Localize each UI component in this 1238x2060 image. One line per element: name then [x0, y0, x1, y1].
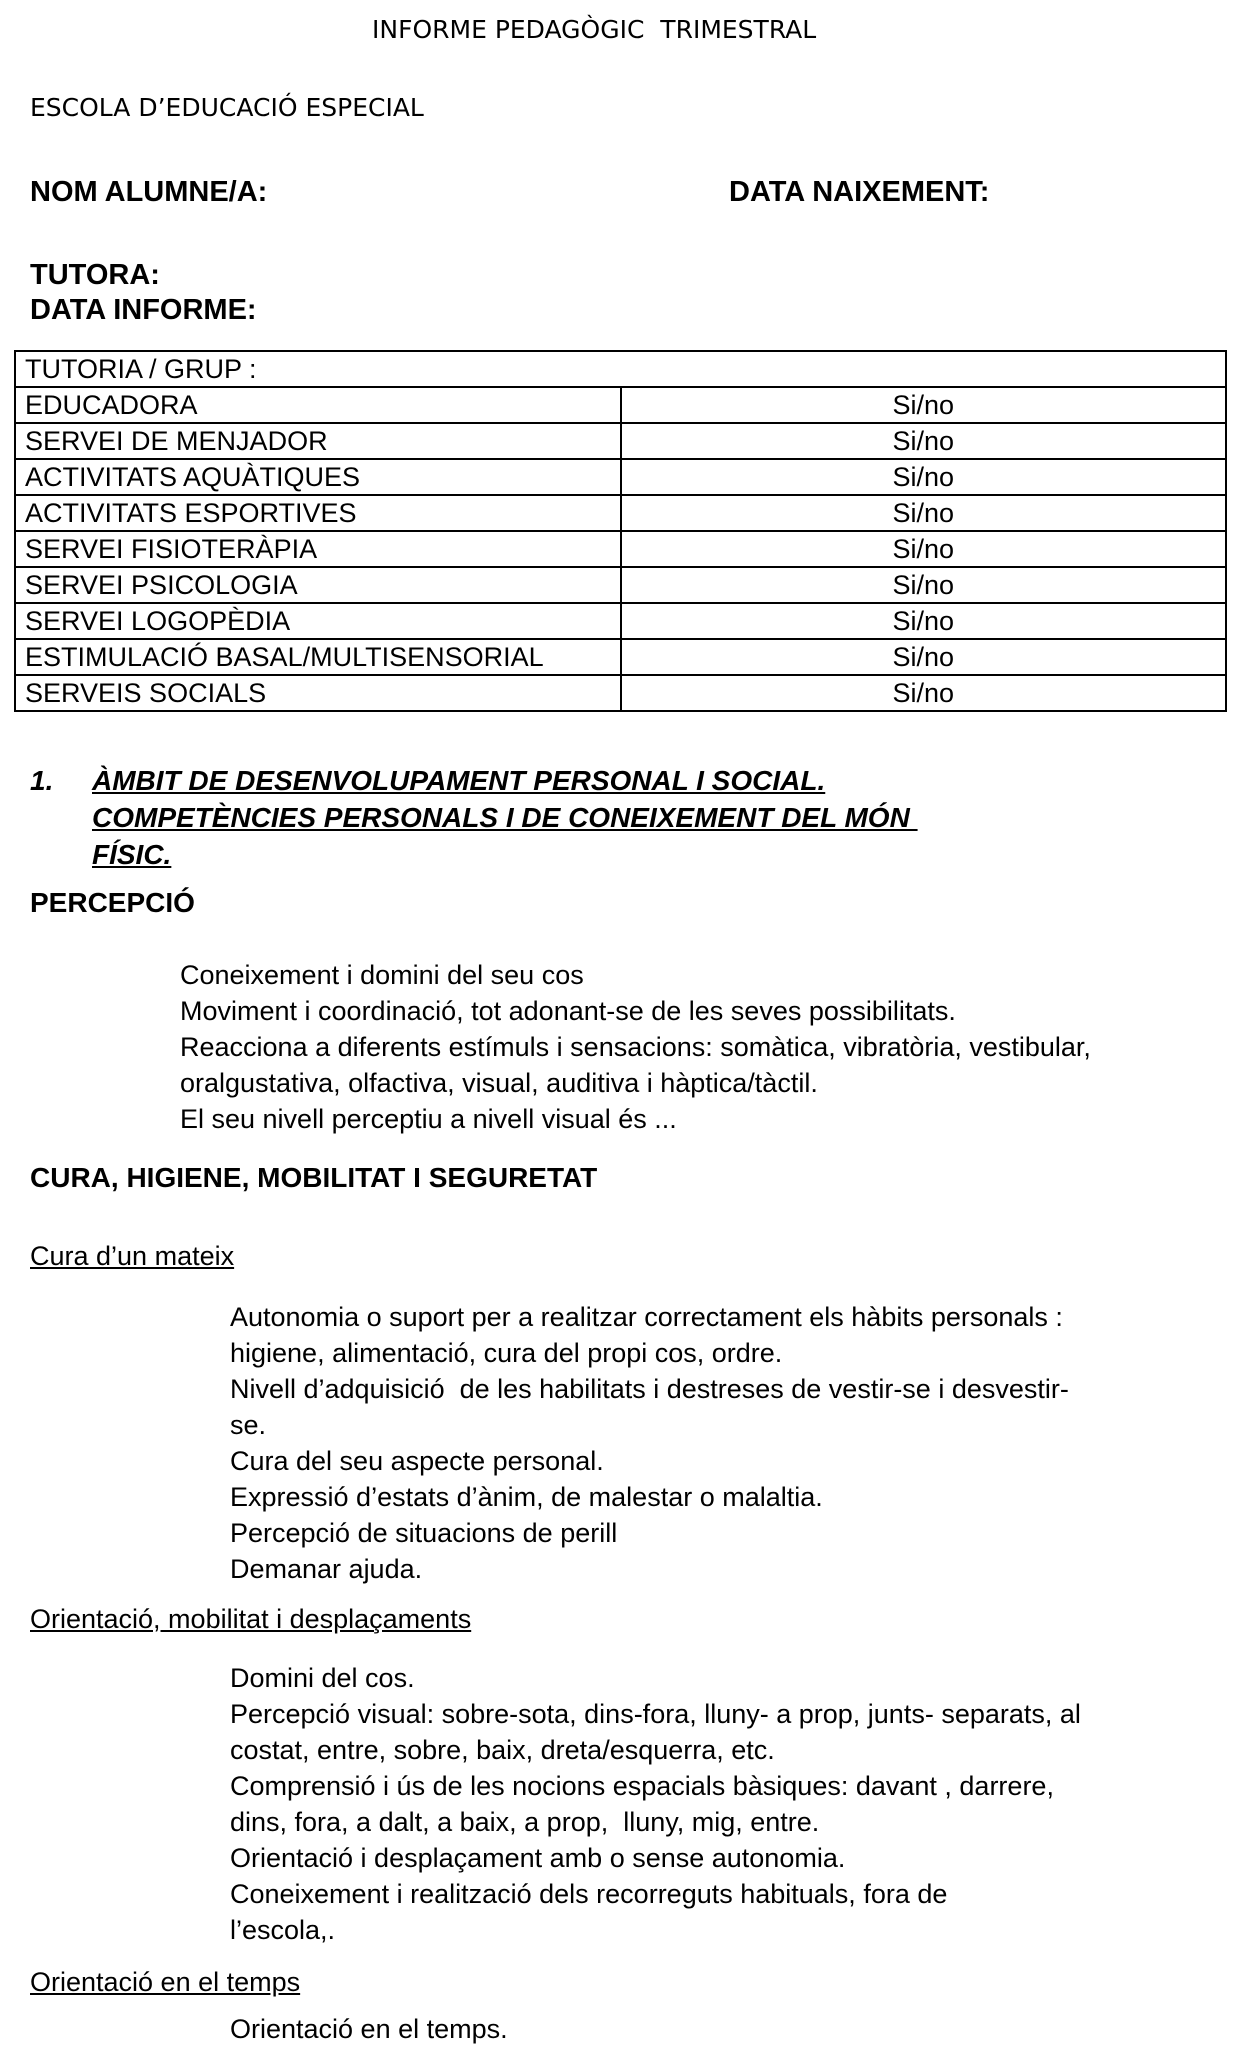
- table-row-group: [15, 351, 1226, 387]
- service-row: [15, 603, 1226, 639]
- school-name: ESCOLA D’EDUCACIÓ ESPECIAL: [30, 93, 424, 122]
- paragraph-line: higiene, alimentació, cura del propi cos, ordre.: [230, 1338, 783, 1368]
- service-row: [15, 675, 1226, 711]
- paragraph-line: se.: [230, 1410, 267, 1440]
- paragraph-line: Percepció de situacions de perill: [230, 1518, 618, 1548]
- service-row: [15, 639, 1226, 675]
- services-table: [14, 350, 1227, 712]
- service-label: ACTIVITATS ESPORTIVES: [15, 495, 621, 531]
- paragraph-line: oralgustativa, olfactiva, visual, auditiva i hàptica/tàctil.: [180, 1068, 818, 1098]
- section-title-line: COMPETÈNCIES PERSONALS I DE CONEIXEMENT DEL MÓN: [92, 802, 918, 833]
- section-number: 1.: [30, 765, 54, 796]
- service-label: SERVEI PSICOLOGIA: [15, 567, 621, 603]
- paragraph-line: dins, fora, a dalt, a baix, a prop, lluny, mig, entre.: [230, 1807, 820, 1837]
- paragraph-line: Moviment i coordinació, tot adonant-se de les seves possibilitats.: [180, 996, 956, 1026]
- section-title: [92, 762, 918, 873]
- report-date-label: DATA INFORME:: [30, 294, 257, 326]
- orientacio-mobilitat-paragraph: [230, 1660, 1238, 1948]
- document-title: INFORME PEDAGÒGIC TRIMESTRAL: [372, 15, 817, 44]
- service-value: Si/no: [621, 423, 1227, 459]
- service-row: [15, 387, 1226, 423]
- service-row: [15, 531, 1226, 567]
- document-page: [0, 14, 1238, 2060]
- service-label: ESTIMULACIÓ BASAL/MULTISENSORIAL: [15, 639, 621, 675]
- paragraph-line: Comprensió i ús de les nocions espacials bàsiques: davant , darrere,: [230, 1771, 1054, 1801]
- service-label: SERVEI DE MENJADOR: [15, 423, 621, 459]
- service-label: SERVEI LOGOPÈDIA: [15, 603, 621, 639]
- paragraph-line: Orientació i desplaçament amb o sense autonomia.: [230, 1843, 846, 1873]
- paragraph-line: Coneixement i domini del seu cos: [180, 960, 584, 990]
- service-row: [15, 423, 1226, 459]
- service-row: [15, 495, 1226, 531]
- paragraph-line: Orientació en el temps.: [230, 2014, 508, 2044]
- group-row-label: TUTORIA / GRUP :: [15, 351, 1226, 387]
- service-value: Si/no: [621, 495, 1227, 531]
- section-1-heading: [0, 762, 1238, 873]
- service-value: Si/no: [621, 567, 1227, 603]
- service-label: SERVEIS SOCIALS: [15, 675, 621, 711]
- service-label: SERVEI FISIOTERÀPIA: [15, 531, 621, 567]
- service-row: [15, 459, 1226, 495]
- subheading-orientacio-mobilitat: Orientació, mobilitat i desplaçaments: [30, 1604, 472, 1634]
- paragraph-line: Demanar ajuda.: [230, 1554, 423, 1584]
- service-value: Si/no: [621, 459, 1227, 495]
- paragraph-line: Cura del seu aspecte personal.: [230, 1446, 604, 1476]
- section-title-line: FÍSIC.: [92, 839, 172, 870]
- tutor-label: TUTORA:: [30, 259, 160, 291]
- paragraph-line: Nivell d’adquisició de les habilitats i destreses de vestir-se i desvestir-: [230, 1374, 1069, 1404]
- paragraph-line: costat, entre, sobre, baix, dreta/esquerra, etc.: [230, 1735, 775, 1765]
- student-and-birthdate-row: [0, 175, 1238, 209]
- percepcio-paragraph: [180, 957, 1238, 1137]
- service-value: Si/no: [621, 639, 1227, 675]
- cura-mateix-paragraph: [230, 1299, 1238, 1587]
- service-value: Si/no: [621, 387, 1227, 423]
- student-name-label: NOM ALUMNE/A:: [30, 176, 268, 208]
- paragraph-line: Reacciona a diferents estímuls i sensacions: somàtica, vibratòria, vestibular,: [180, 1032, 1091, 1062]
- section-title-line: ÀMBIT DE DESENVOLUPAMENT PERSONAL I SOCIAL.: [92, 765, 826, 796]
- paragraph-line: El seu nivell perceptiu a nivell visual és ...: [180, 1104, 677, 1134]
- orientacio-temps-paragraph: [230, 2011, 1238, 2047]
- paragraph-line: Autonomia o suport per a realitzar correctament els hàbits personals :: [230, 1302, 1063, 1332]
- percepcio-heading: PERCEPCIÓ: [30, 887, 195, 918]
- paragraph-line: Expressió d’estats d’ànim, de malestar o malaltia.: [230, 1482, 823, 1512]
- service-label: EDUCADORA: [15, 387, 621, 423]
- subheading-orientacio-temps: Orientació en el temps: [30, 1967, 301, 1997]
- service-row: [15, 567, 1226, 603]
- paragraph-line: Percepció visual: sobre-sota, dins-fora, lluny- a prop, junts- separats, al: [230, 1699, 1081, 1729]
- service-value: Si/no: [621, 675, 1227, 711]
- cura-heading: CURA, HIGIENE, MOBILITAT I SEGURETAT: [30, 1162, 598, 1193]
- paragraph-line: Domini del cos.: [230, 1663, 415, 1693]
- birth-date-label: DATA NAIXEMENT:: [729, 176, 990, 208]
- service-value: Si/no: [621, 531, 1227, 567]
- service-label: ACTIVITATS AQUÀTIQUES: [15, 459, 621, 495]
- service-value: Si/no: [621, 603, 1227, 639]
- paragraph-line: Coneixement i realització dels recorreguts habituals, fora de: [230, 1879, 948, 1909]
- paragraph-line: l’escola,.: [230, 1915, 336, 1945]
- subheading-cura-mateix: Cura d’un mateix: [30, 1241, 235, 1271]
